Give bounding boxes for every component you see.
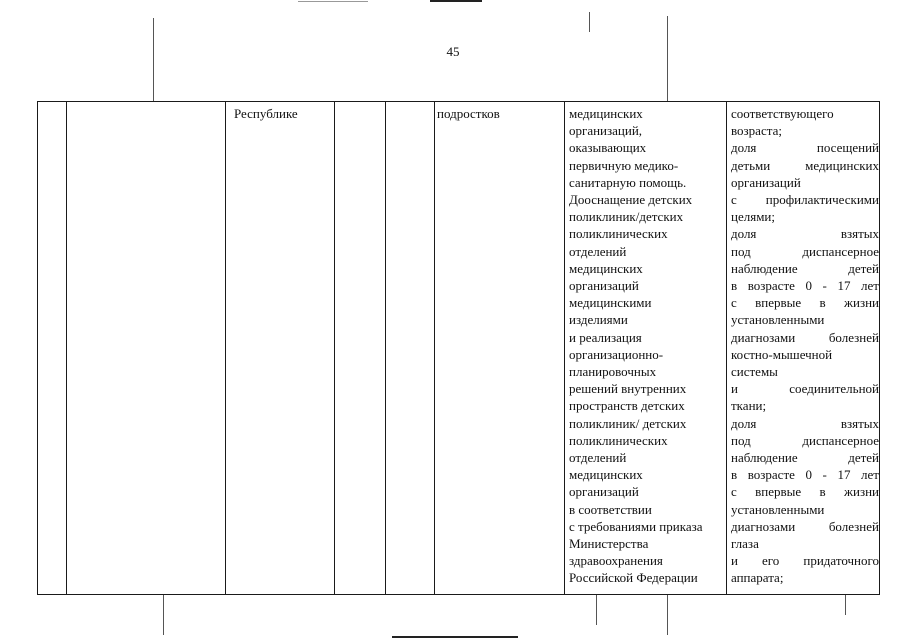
scan-line-mid3 (596, 595, 597, 625)
text-line: и его придаточного (731, 553, 879, 569)
column-divider-5 (434, 101, 435, 595)
scan-line-left (153, 18, 154, 101)
region-cell: Республике (234, 106, 298, 121)
column-divider-3 (334, 101, 335, 595)
scan-line-right (845, 595, 846, 615)
text-line: соответствующего (731, 106, 834, 121)
scan-mark-bottom (392, 636, 518, 638)
text-line: поликлинических (569, 432, 668, 448)
column-divider-2 (225, 101, 226, 595)
text-line: организаций, (569, 123, 643, 139)
text-line: санитарную помощь. (569, 174, 687, 190)
text-line: аппарата; (731, 570, 784, 586)
text-line: с впервые в жизни (731, 484, 879, 500)
scan-mark-top-left (298, 1, 368, 2)
text-line: медицинских (569, 467, 643, 483)
text-line: медицинских (569, 106, 643, 121)
text-line: в соответствии (569, 501, 652, 517)
text-line: и реализация (569, 329, 642, 345)
text-line: организаций (569, 484, 639, 500)
text-line: Министерства (569, 536, 649, 552)
text-line: с впервые в жизни (731, 295, 879, 311)
text-line: ткани; (731, 398, 767, 414)
text-line: поликлинических (569, 226, 668, 242)
text-line: системы (731, 364, 778, 380)
text-line: возраста; (731, 123, 782, 139)
text-line: планировочных (569, 364, 657, 380)
page-number: 45 (446, 44, 460, 59)
scan-line-mid (589, 12, 590, 32)
measures-cell (569, 105, 724, 587)
column-divider-6 (564, 101, 565, 595)
text-line: установленными (731, 501, 825, 517)
text-line: медицинских (569, 260, 643, 276)
text-line: с требованиями приказа (569, 518, 703, 534)
text-line: организационно- (569, 346, 664, 362)
text-line: поликлиник/детских (569, 209, 684, 225)
text-line: с профилактическими (731, 192, 879, 208)
text-line: детьми медицинских (731, 157, 879, 173)
text-line: изделиями (569, 312, 628, 328)
scan-line-left-bottom (163, 595, 164, 635)
text-line: наблюдение детей (731, 450, 879, 466)
text-line: первичную медико- (569, 157, 679, 173)
text-line: отделений (569, 243, 627, 259)
text-line: диагнозами болезней (731, 518, 879, 534)
text-line: пространств детских (569, 398, 685, 414)
text-line: организаций (569, 278, 639, 294)
target-group-cell: подростков (437, 106, 500, 121)
scan-line-mid4 (667, 595, 668, 635)
text-line: здравоохранения (569, 553, 663, 569)
text-line: решений внутренних (569, 381, 687, 397)
text-line: доля взятых (731, 226, 879, 242)
text-line: доля посещений (731, 140, 879, 156)
text-line: наблюдение детей (731, 260, 879, 276)
text-line: Дооснащение детских (569, 192, 693, 208)
text-line: оказывающих (569, 140, 647, 156)
scan-line-mid2 (667, 16, 668, 101)
text-line: и соединительной (731, 381, 879, 397)
text-line: отделений (569, 450, 627, 466)
text-line: в возрасте 0 - 17 лет (731, 467, 879, 483)
column-divider-7 (726, 101, 727, 595)
text-line: глаза (731, 536, 759, 552)
text-line: диагнозами болезней (731, 329, 879, 345)
text-line: костно-мышечной (731, 346, 833, 362)
text-line: организаций (731, 174, 801, 190)
text-line: под диспансерное (731, 243, 879, 259)
text-line: под диспансерное (731, 432, 879, 448)
column-divider-4 (385, 101, 386, 595)
text-line: медицинскими (569, 295, 652, 311)
text-line: доля взятых (731, 415, 879, 431)
indicators-cell (731, 105, 879, 587)
text-line: целями; (731, 209, 775, 225)
text-line: Российской Федерации (569, 570, 698, 586)
scan-mark-top (430, 0, 482, 2)
text-line: установленными (731, 312, 825, 328)
column-divider-1 (66, 101, 67, 595)
text-line: в возрасте 0 - 17 лет (731, 278, 879, 294)
text-line: поликлиник/ детских (569, 415, 687, 431)
